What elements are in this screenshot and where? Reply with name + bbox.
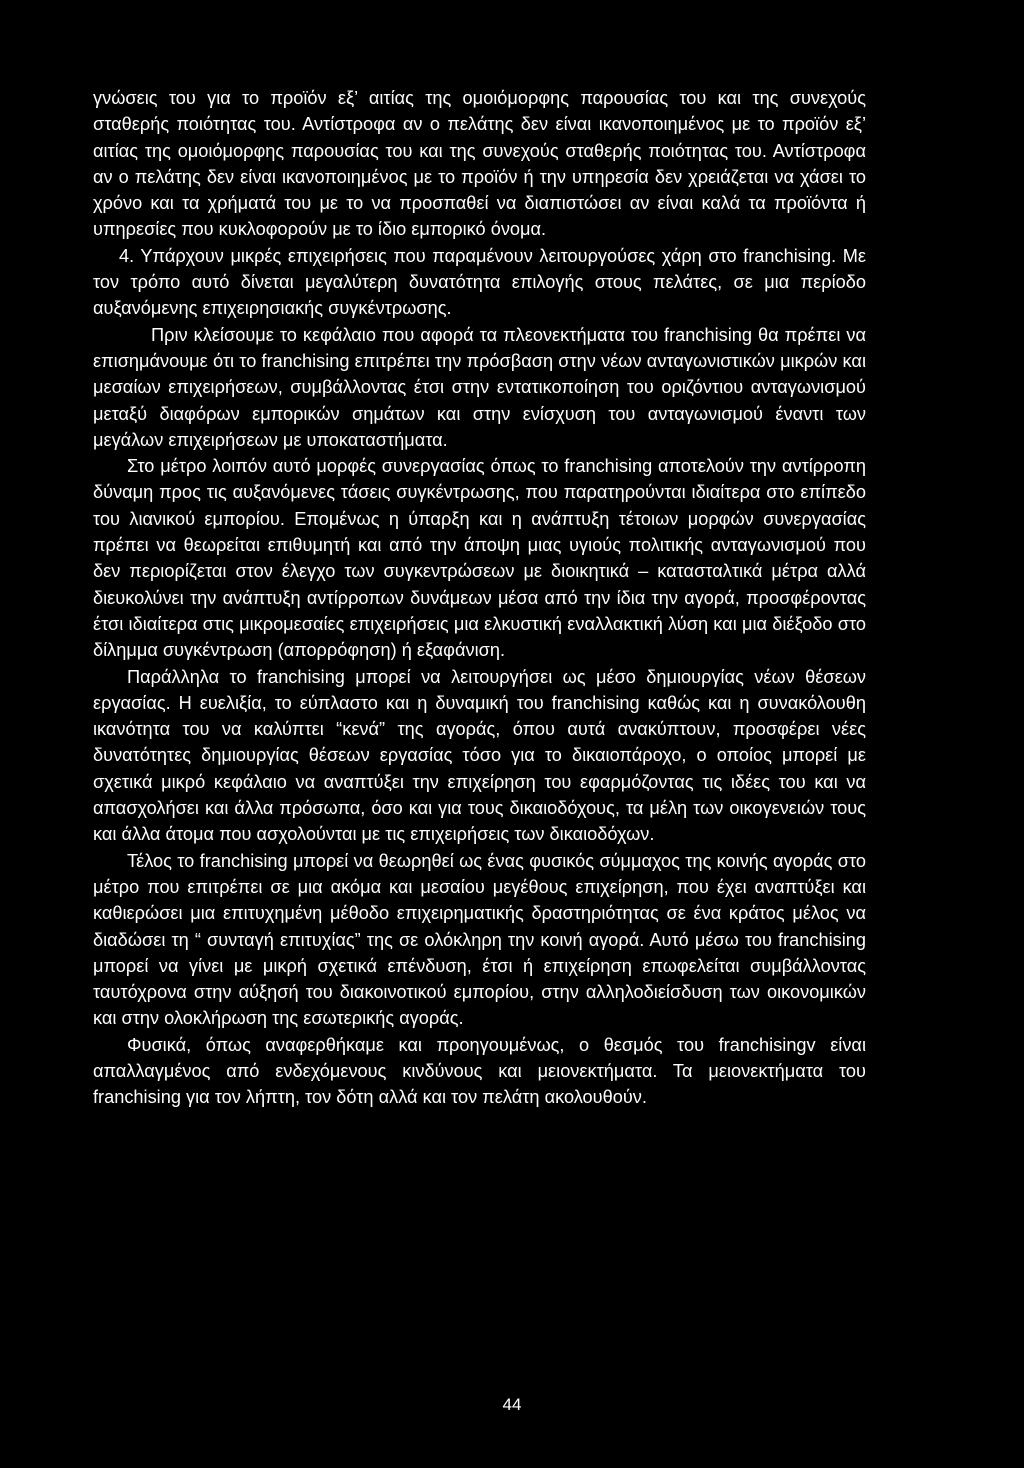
paragraph-continuation: γνώσεις του για το προϊόν εξ’ αιτίας της ομοιόμορφης παρουσίας του και της συνεχούς σταθερής ποιότητας του. Αντίστροφα αν ο πελάτης δεν είναι ικανοποιημένος με το προϊόν εξ’ αιτίας της ομοιόμορφης παρουσίας του και της συνεχούς σταθερής ποιότητας του. Αντίστροφα αν ο πελάτης δεν είναι ικανοποιημένος με το προϊόν ή την υπηρεσία δεν χρειάζεται να χάσει το χρόνο και τα χρήματά του με το να προσπαθεί να διαπιστώσει αν είναι καλά τα προϊόντα ή υπηρεσίες που κυκλοφορούν με το ίδιο εμπορικό όνομα. bbox=[93, 88, 866, 240]
body-text bbox=[93, 85, 866, 1111]
paragraph-common-market: Τέλος το franchising μπορεί να θεωρηθεί ως ένας φυσικός σύμμαχος της κοινής αγοράς στο μέτρο που επιτρέπει σε μια ακόμα και μεσαίου μεγέθους επιχείρηση, που έχει αναπτύξει και καθιερώσει μια επιτυχημένη μέθοδο επιχειρηματικής δραστηριότητας σε ένα κράτος μέλος να διαδώσει τη “ συνταγή επιτυχίας” της σε ολόκληρη την κοινή αγορά. Αυτό μέσω του franchising μπορεί να γίνει με μικρή σχετικά επένδυση, έτσι ή επιχείρηση επωφελείται συμβάλλοντας ταυτόχρονα στην αύξησή του διακοινοτικού εμπορίου, στην αλληλοδιείσδυση των οικονομικών και στην ολοκλήρωση της εσωτερικής αγοράς. bbox=[93, 850, 866, 1029]
paragraph-disadvantages-intro: Φυσικά, όπως αναφερθήκαμε και προηγουμένως, ο θεσμός του franchisingv είναι απαλλαγμένος από ενδεχόμενους κινδύνους και μειονεκτήματα. Τα μειονεκτήματα του franchising για τον λήπτη, τον δότη αλλά και τον πελάτη ακολουθούν. bbox=[93, 1034, 866, 1108]
list-item-4: 4. Υπάρχουν μικρές επιχειρήσεις που παραμένουν λειτουργούσες χάρη στο franchising. Με τον τρόπο αυτό δίνεται μεγαλύτερη δυνατότητα επιλογής στους πελάτες, σε μια περίοδο αυξανόμενης επιχειρησιακής συγκέντρωσης. bbox=[93, 245, 866, 319]
page-number: 44 bbox=[502, 1395, 522, 1414]
paragraph-counterweight: Στο μέτρο λοιπόν αυτό μορφές συνεργασίας όπως το franchising αποτελούν την αντίρροπη δύναμη προς τις αυξανόμενες τάσεις συγκέντρωσης, που παρατηρούνται ιδιαίτερα στο επίπεδο του λιανικού εμπορίου. Επομένως η ύπαρξη και η ανάπτυξη τέτοιων μορφών συνεργασίας πρέπει να θεωρείται επιθυμητή και από την άποψη μιας υγιούς πολιτικής ανταγωνισμού που δεν περιορίζεται στον έλεγχο των συγκεντρώσεων με διοικητικά – κατασταλτικά μέτρα αλλά διευκολύνει την ανάπτυξη αντίρροπων δυνάμεων μέσα από την ίδια την αγορά, προσφέροντας έτσι ιδιαίτερα στις μικρομεσαίες επιχειρήσεις μια ελκυστική εναλλακτική λύση και μια διέξοδο στο δίλημμα συγκέντρωση (απορρόφηση) ή εξαφάνιση. bbox=[93, 456, 866, 661]
paragraph-employment: Παράλληλα το franchising μπορεί να λειτουργήσει ως μέσο δημιουργίας νέων θέσεων εργασίας. Η ευελιξία, το εύπλαστο και η δυναμική του franchising καθώς και η συνακόλουθη ικανότητα του να καλύπτει “κενά” της αγοράς, όπου αυτά ανακύπτουν, προσφέρει νέες δυνατότητες δημιουργίας θέσεων εργασίας τόσο για το δικαιοπάροχο, ο οποίος μπορεί με σχετικά μικρό κεφάλαιο να αναπτύξει την επιχείρηση του εφαρμόζοντας τις ιδέες του και να απασχολήσει και άλλα πρόσωπα, όσο και για τους δικαιοδόχους, τα μέλη των οικογενειών τους και άλλα άτομα που ασχολούνται με τις επιχειρήσεις των δικαιοδόχων. bbox=[93, 666, 866, 845]
paragraph-advantages-summary: Πριν κλείσουμε το κεφάλαιο που αφορά τα πλεονεκτήματα του franchising θα πρέπει να επισημάνουμε ότι το franchising επιτρέπει την πρόσβαση στην νέων ανταγωνιστικών μικρών και μεσαίων επιχειρήσεων, συμβάλλοντας έτσι στην εντατικοποίηση του οριζόντιου ανταγωνισμού μεταξύ διαφόρων εμπορικών σημάτων και στην ενίσχυση του ανταγωνισμού έναντι των μεγάλων επιχειρήσεων με υποκαταστήματα. bbox=[93, 324, 866, 450]
